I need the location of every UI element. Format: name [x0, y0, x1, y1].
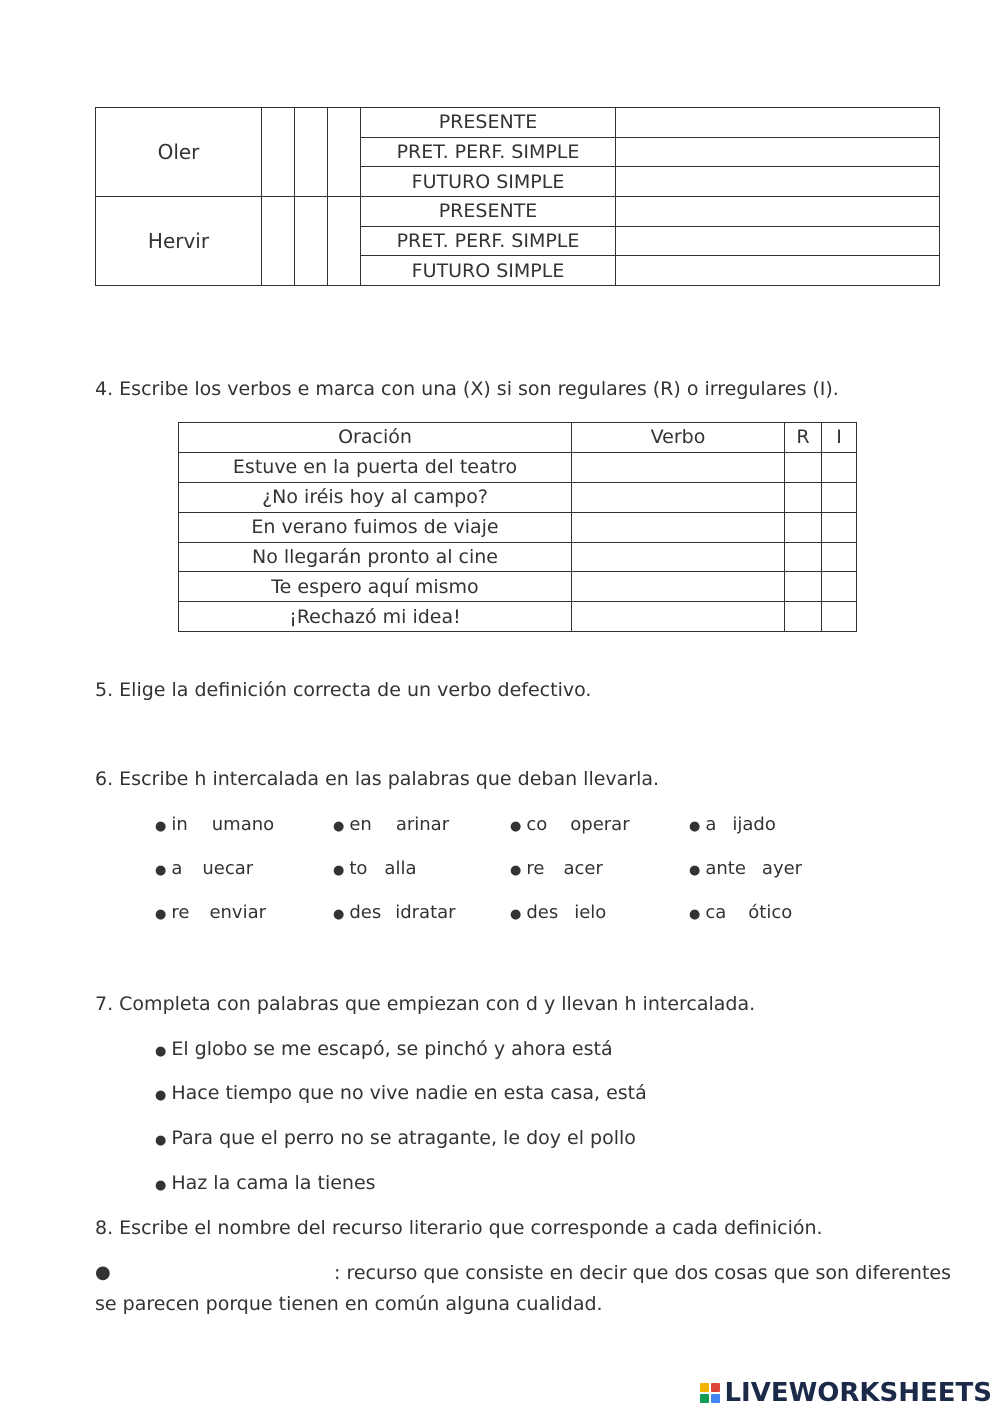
answer-cell[interactable]	[616, 197, 940, 227]
tense-cell: PRET. PERF. SIMPLE	[361, 137, 616, 167]
sentence-cell: ¡Rechazó mi idea!	[179, 602, 572, 632]
liveworksheets-logo-icon	[700, 1383, 720, 1403]
answer-cell[interactable]	[616, 137, 940, 167]
word-prefix: ca	[705, 902, 727, 923]
bullet: ●	[155, 1088, 167, 1103]
word-item	[689, 858, 802, 879]
word-item	[689, 902, 792, 923]
tense-cell: FUTURO SIMPLE	[361, 167, 616, 197]
word-suffix: ielo	[574, 902, 607, 923]
blank-cell[interactable]	[328, 108, 361, 197]
q7-sentence: Hace tiempo que no vive nadie en esta casa, está	[171, 1082, 647, 1104]
verb-answer-cell[interactable]	[572, 572, 785, 602]
conjugation-row	[96, 108, 940, 138]
word-item	[510, 814, 630, 835]
regular-mark-cell[interactable]	[785, 572, 822, 602]
word-prefix: re	[171, 902, 190, 923]
word-suffix: enviar	[209, 902, 267, 923]
word-prefix: des	[349, 902, 382, 923]
irregular-mark-cell[interactable]	[822, 512, 857, 542]
word-prefix: in	[171, 814, 188, 835]
conjugation-row	[96, 197, 940, 227]
verb-answer-cell[interactable]	[572, 512, 785, 542]
word-prefix: re	[526, 858, 545, 879]
word-prefix: a	[705, 814, 717, 835]
irregular-mark-cell[interactable]	[822, 482, 857, 512]
word-prefix: en	[349, 814, 372, 835]
answer-cell[interactable]	[616, 256, 940, 286]
word-prefix: ante	[705, 858, 746, 879]
header-cell: Verbo	[572, 423, 785, 453]
tense-cell: PRET. PERF. SIMPLE	[361, 226, 616, 256]
verb-answer-cell[interactable]	[572, 482, 785, 512]
word-suffix: idratar	[395, 902, 456, 923]
bullet: ●	[510, 907, 522, 922]
blank-cell[interactable]	[328, 197, 361, 286]
bullet: ●	[155, 1133, 167, 1148]
regular-mark-cell[interactable]	[785, 542, 822, 572]
tense-cell: FUTURO SIMPLE	[361, 256, 616, 286]
bullet: ●	[333, 907, 345, 922]
sentence-cell: No llegarán pronto al cine	[179, 542, 572, 572]
bullet: ●	[155, 819, 167, 834]
irregular-mark-cell[interactable]	[822, 602, 857, 632]
word-item	[333, 814, 449, 835]
regular-mark-cell[interactable]	[785, 512, 822, 542]
sentence-row	[179, 512, 857, 542]
word-item	[510, 858, 603, 879]
bullet: ●	[689, 907, 701, 922]
regular-mark-cell[interactable]	[785, 482, 822, 512]
irregular-mark-cell[interactable]	[822, 542, 857, 572]
sentence-row	[179, 482, 857, 512]
verb-answer-cell[interactable]	[572, 602, 785, 632]
bullet: ●	[510, 863, 522, 878]
regular-irregular-table	[178, 422, 857, 632]
answer-cell[interactable]	[616, 167, 940, 197]
blank-cell[interactable]	[295, 108, 328, 197]
logo-text: LIVEWORKSHEETS	[724, 1378, 992, 1408]
word-item	[333, 858, 416, 879]
bullet: ●	[155, 863, 167, 878]
liveworksheets-logo	[700, 1378, 992, 1408]
bullet: ●	[155, 1044, 167, 1059]
sentence-row	[179, 542, 857, 572]
word-prefix: to	[349, 858, 368, 879]
logo-square-1	[700, 1383, 709, 1392]
q8-definition-line-2: se parecen porque tienen en común alguna cualidad.	[95, 1293, 603, 1315]
irregular-mark-cell[interactable]	[822, 572, 857, 602]
sentence-cell: ¿No iréis hoy al campo?	[179, 482, 572, 512]
answer-cell[interactable]	[616, 108, 940, 138]
word-item	[155, 814, 274, 835]
bullet: ●	[333, 819, 345, 834]
word-suffix: acer	[563, 858, 603, 879]
logo-square-4	[711, 1394, 720, 1403]
word-item	[155, 858, 253, 879]
logo-square-2	[711, 1383, 720, 1392]
word-item	[510, 902, 606, 923]
tense-cell: PRESENTE	[361, 108, 616, 138]
blank-cell[interactable]	[262, 197, 295, 286]
bullet: ●	[95, 1262, 111, 1283]
q7-item	[155, 1172, 376, 1194]
q7-sentence: El globo se me escapó, se pinchó y ahora está	[171, 1038, 613, 1060]
q7-item	[155, 1038, 613, 1060]
sentence-row	[179, 452, 857, 482]
conjugation-table	[95, 107, 940, 286]
verb-cell: Hervir	[96, 197, 262, 286]
q7-item	[155, 1127, 636, 1149]
q7-sentence: Haz la cama la tienes	[171, 1172, 376, 1194]
q7-sentence: Para que el perro no se atragante, le doy el pollo	[171, 1127, 636, 1149]
word-item	[155, 902, 266, 923]
bullet: ●	[155, 1178, 167, 1193]
word-prefix: des	[526, 902, 559, 923]
word-suffix: ayer	[761, 858, 803, 879]
answer-cell[interactable]	[616, 226, 940, 256]
q4-instruction: 4. Escribe los verbos e marca con una (X) si son regulares (R) o irregulares (I).	[95, 378, 839, 400]
word-suffix: ijado	[732, 814, 776, 835]
bullet: ●	[510, 819, 522, 834]
logo-square-3	[700, 1394, 709, 1403]
sentence-row	[179, 602, 857, 632]
word-suffix: ótico	[748, 902, 793, 923]
word-suffix: uecar	[202, 858, 254, 879]
word-item	[689, 814, 776, 835]
regular-mark-cell[interactable]	[785, 602, 822, 632]
sentence-cell: Te espero aquí mismo	[179, 572, 572, 602]
word-item	[333, 902, 456, 923]
q6-instruction: 6. Escribe h intercalada en las palabras que deban llevarla.	[95, 768, 660, 790]
word-suffix: arinar	[395, 814, 450, 835]
sentence-cell: Estuve en la puerta del teatro	[179, 452, 572, 482]
word-suffix: alla	[384, 858, 417, 879]
blank-cell[interactable]	[295, 197, 328, 286]
blank-cell[interactable]	[262, 108, 295, 197]
q7-item	[155, 1082, 647, 1104]
regular-mark-cell[interactable]	[785, 452, 822, 482]
verb-answer-cell[interactable]	[572, 452, 785, 482]
word-suffix: umano	[211, 814, 275, 835]
word-prefix: a	[171, 858, 183, 879]
verb-answer-cell[interactable]	[572, 542, 785, 572]
bullet: ●	[333, 863, 345, 878]
header-cell: I	[822, 423, 857, 453]
sentence-cell: En verano fuimos de viaje	[179, 512, 572, 542]
verb-cell: Oler	[96, 108, 262, 197]
sentence-row	[179, 572, 857, 602]
q5-instruction: 5. Elige la definición correcta de un verbo defectivo.	[95, 679, 592, 701]
bullet: ●	[155, 907, 167, 922]
word-prefix: co	[526, 814, 548, 835]
irregular-mark-cell[interactable]	[822, 452, 857, 482]
q7-instruction: 7. Completa con palabras que empiezan con d y llevan h intercalada.	[95, 993, 756, 1015]
header-row	[179, 423, 857, 453]
word-suffix: operar	[570, 814, 630, 835]
bullet: ●	[689, 819, 701, 834]
header-cell: R	[785, 423, 822, 453]
q8-definition-line-1: : recurso que consiste en decir que dos cosas que son diferentes	[334, 1262, 952, 1284]
header-cell: Oración	[179, 423, 572, 453]
tense-cell: PRESENTE	[361, 197, 616, 227]
q8-instruction: 8. Escribe el nombre del recurso literario que corresponde a cada definición.	[95, 1217, 823, 1239]
bullet: ●	[689, 863, 701, 878]
